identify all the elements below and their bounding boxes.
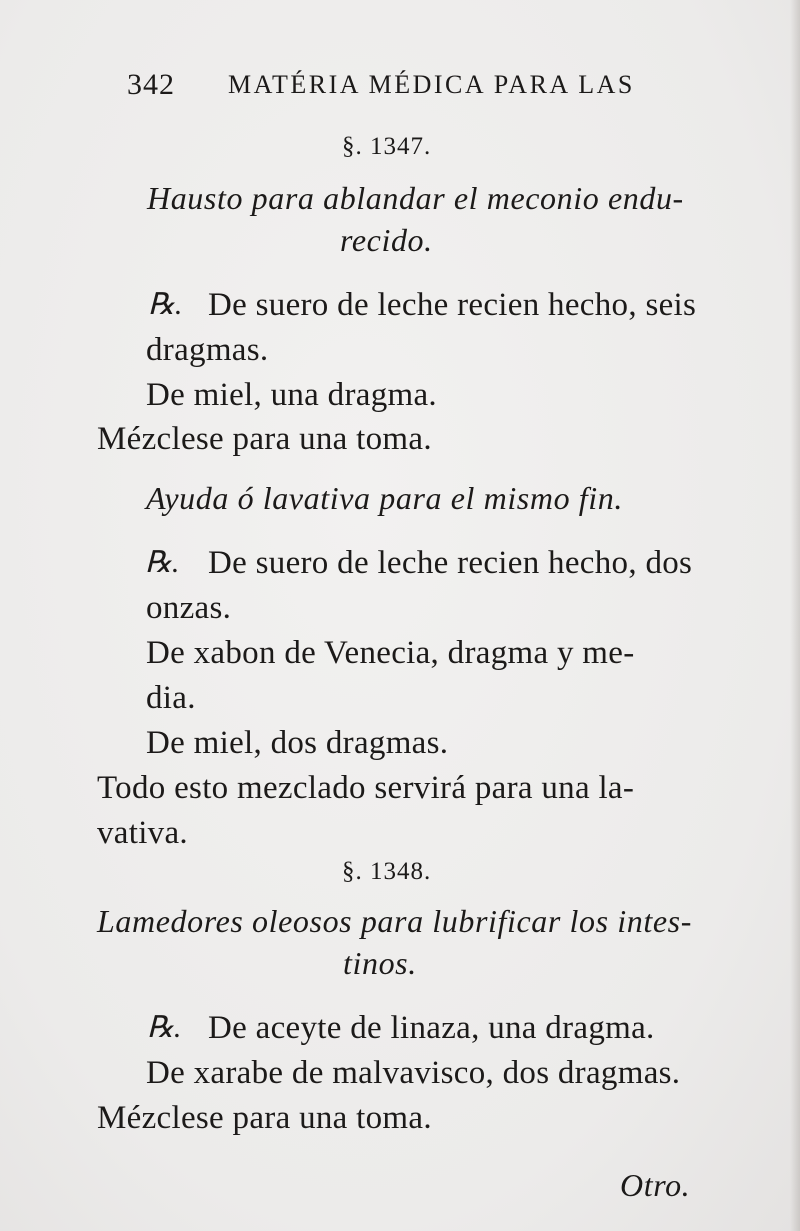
recipe-line: De xarabe de malvavisco, dos dragmas. [146,1055,681,1091]
catchword: Otro. [620,1167,691,1203]
recipe-symbol: ℞. [148,288,183,321]
page-number: 342 [127,68,175,101]
recipe-line: De xabon de Venecia, dragma y me- [146,635,635,671]
recipe-line: dragmas. [146,332,269,368]
recipe-symbol: ℞. [145,546,180,579]
running-title: MATÉRIA MÉDICA PARA LAS [228,70,635,99]
recipe-symbol: ℞. [147,1011,182,1044]
page-edge-shadow [790,0,800,1231]
recipe-line: De aceyte de linaza, una dragma. [208,1010,655,1046]
section-title-line: Ayuda ó lavativa para el mismo fin. [146,480,623,516]
recipe-line: Todo esto mezclado servirá para una la- [97,770,635,806]
recipe-line: De miel, una dragma. [146,377,437,413]
section-number: §. 1348. [342,858,432,885]
recipe-line: De suero de leche recien hecho, seis [208,287,697,323]
recipe-line: De miel, dos dragmas. [146,725,449,761]
recipe-line: Mézclese para una toma. [97,421,432,457]
recipe-line: Mézclese para una toma. [97,1100,432,1136]
section-title-line: Hausto para ablandar el meconio endu- [147,180,684,216]
recipe-line: onzas. [146,590,232,626]
recipe-line: vativa. [97,815,188,851]
recipe-line: De suero de leche recien hecho, dos [208,545,693,581]
section-title-line: recido. [340,222,433,258]
recipe-line: dia. [146,680,196,716]
section-title-line: tinos. [343,945,417,981]
section-number: §. 1347. [342,133,432,160]
section-title-line: Lamedores oleosos para lubrificar los intes- [97,903,692,939]
